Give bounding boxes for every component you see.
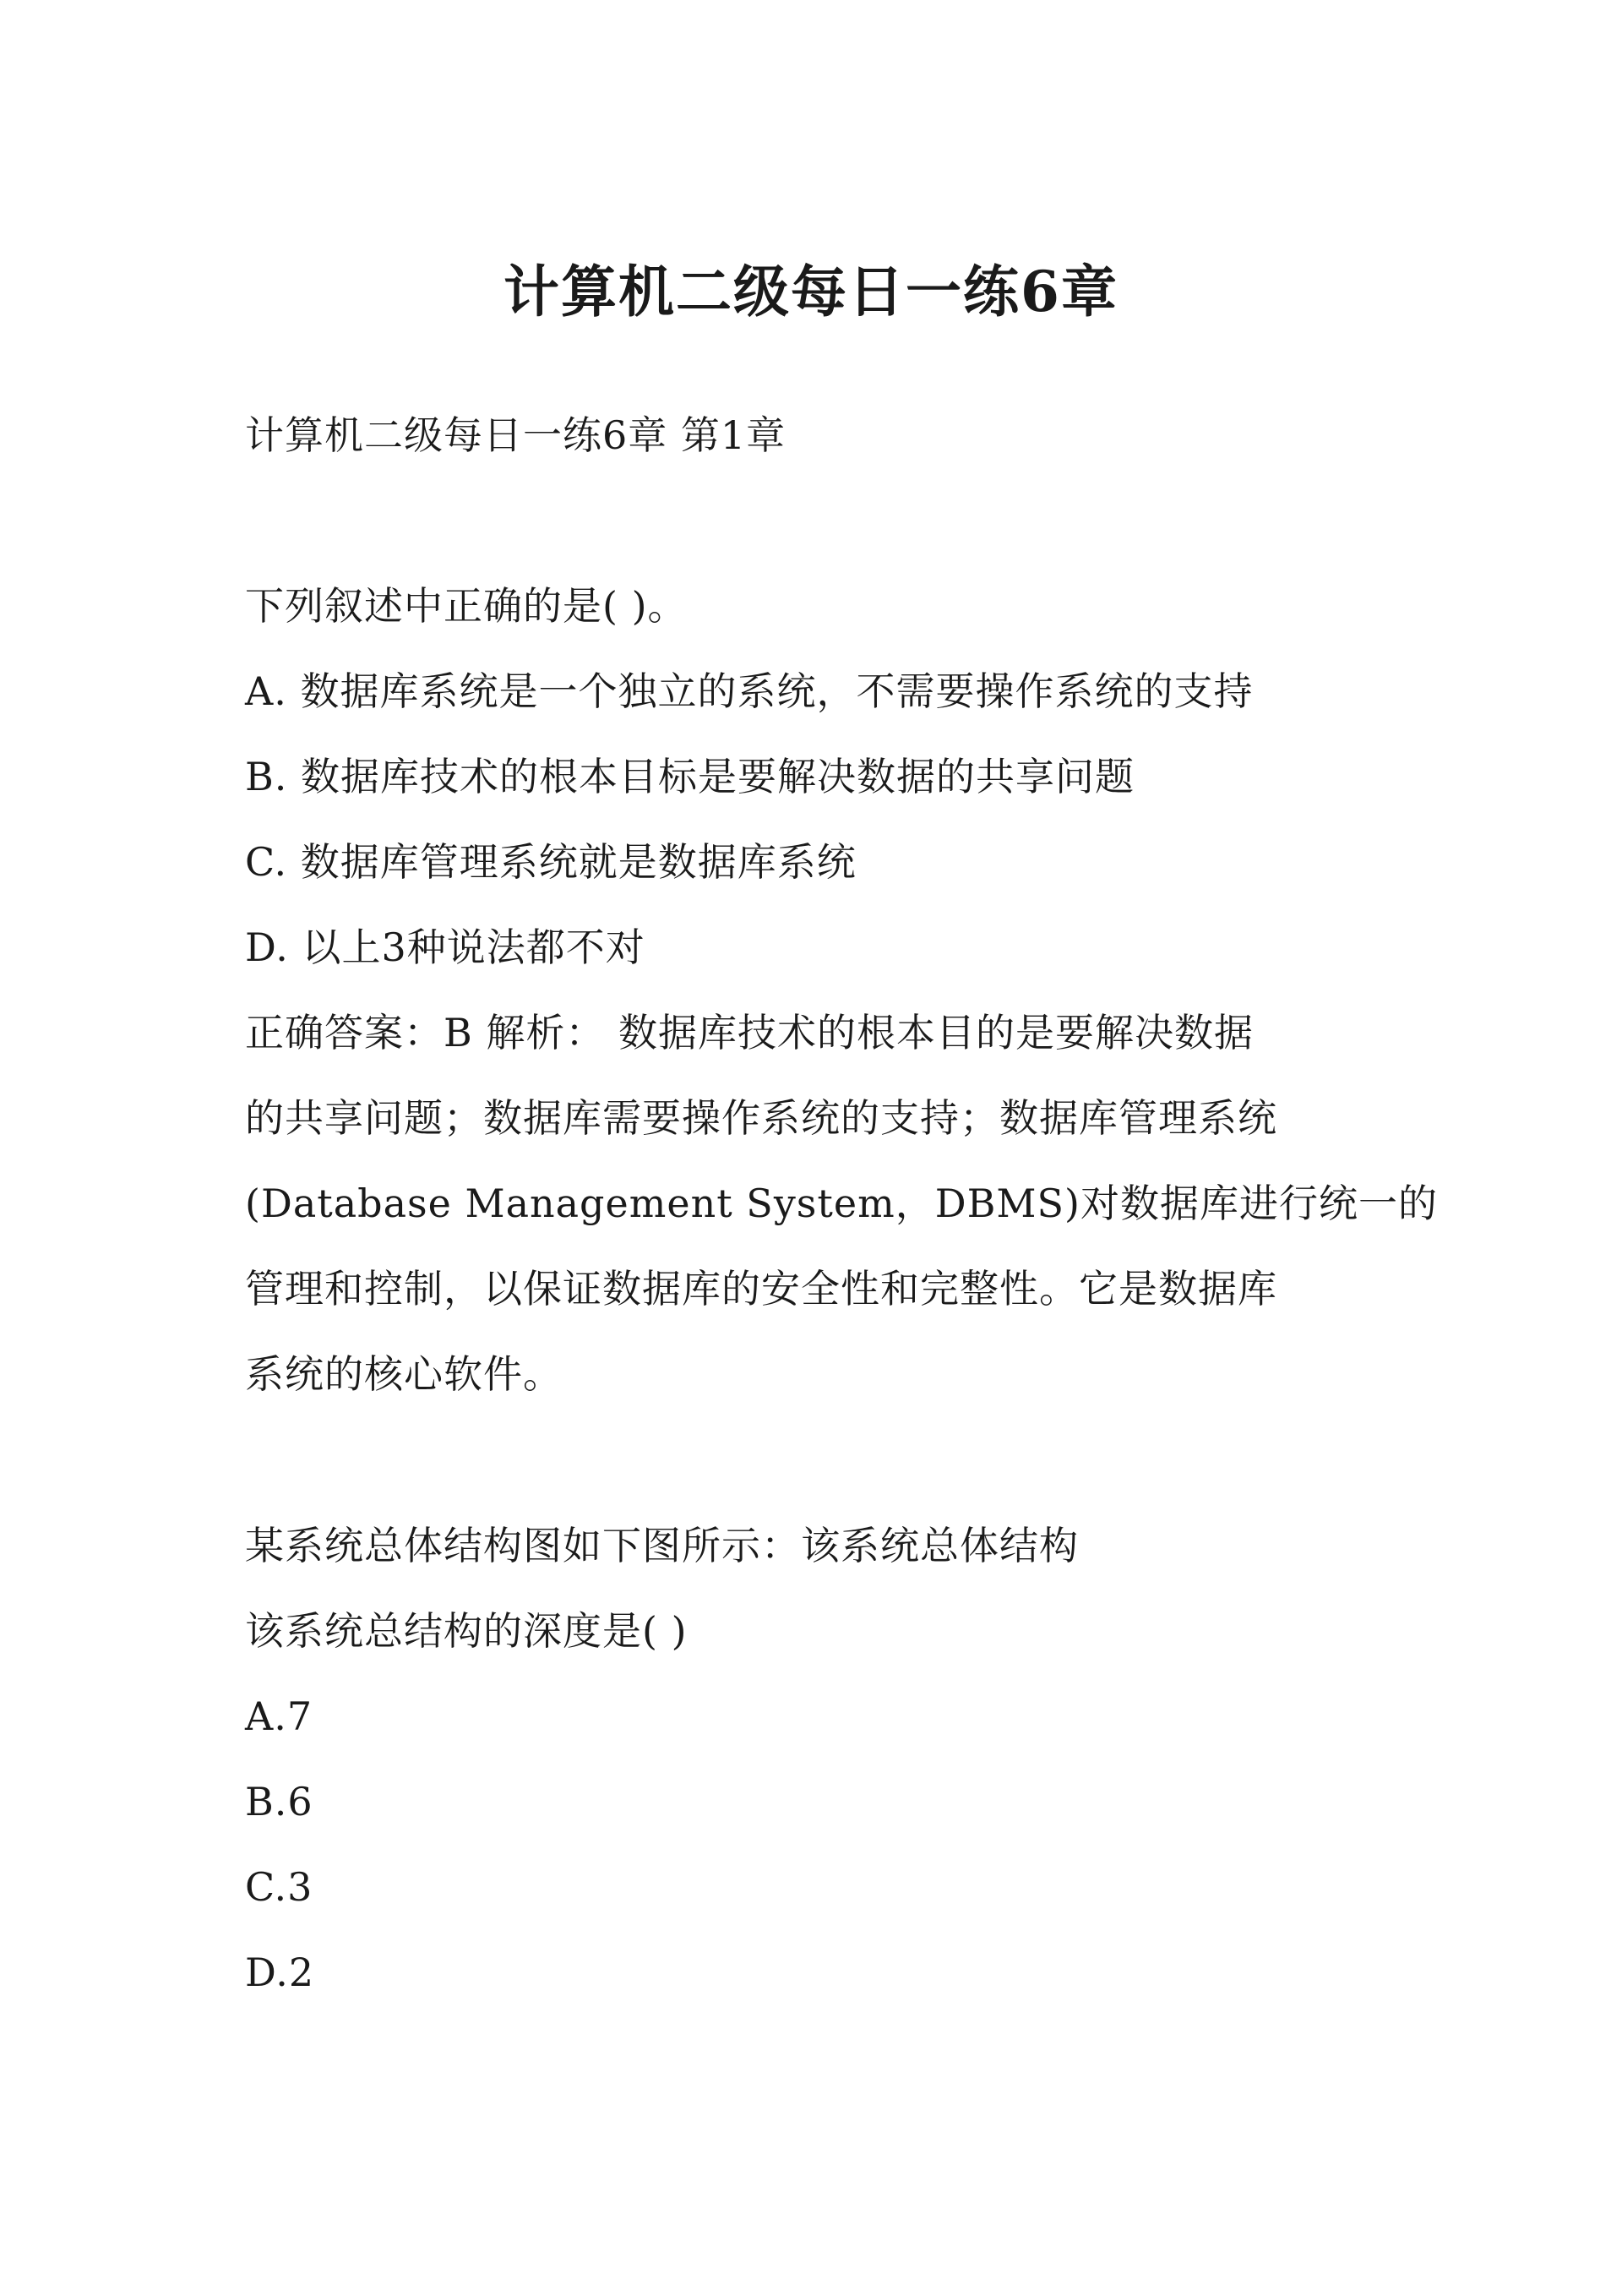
answer-line-1: 正确答案：B 解析： 数据库技术的根本目的是要解决数据 [245,1010,1255,1055]
question1-option-c: C. 数据库管理系统就是数据库系统 [245,839,857,885]
question2-stem: 该系统总结构的深度是( ) [245,1608,688,1654]
answer-line-4: 管理和控制，以保证数据库的安全性和完整性。它是数据库 [245,1266,1277,1312]
question2-intro: 某系统总体结构图如下图所示：该系统总体结构 [245,1523,1079,1568]
question1-answer [245,990,1438,1417]
answer-line-3: (Database Management System，DBMS)对数据库进行统一的 [245,1181,1438,1226]
document-title: 计算机二级每日一练6章 [503,259,1119,324]
question2-option-d: D.2 [245,1950,315,1995]
question2-option-a: A.7 [245,1693,313,1739]
question1-option-d: D. 以上3种说法都不对 [245,924,645,970]
question1-stem: 下列叙述中正确的是( )。 [245,583,688,629]
answer-line-2: 的共享问题；数据库需要操作系统的支持；数据库管理系统 [245,1095,1277,1141]
question2-option-c: C.3 [245,1864,313,1910]
question2-option-b: B.6 [245,1779,313,1824]
answer-line-5: 系统的核心软件。 [245,1351,563,1397]
document-subtitle: 计算机二级每日一练6章 第1章 [245,412,787,458]
question1-option-b: B. 数据库技术的根本目标是要解决数据的共享问题 [245,754,1135,799]
question1-option-a: A. 数据库系统是一个独立的系统，不需要操作系统的支持 [245,668,1254,714]
